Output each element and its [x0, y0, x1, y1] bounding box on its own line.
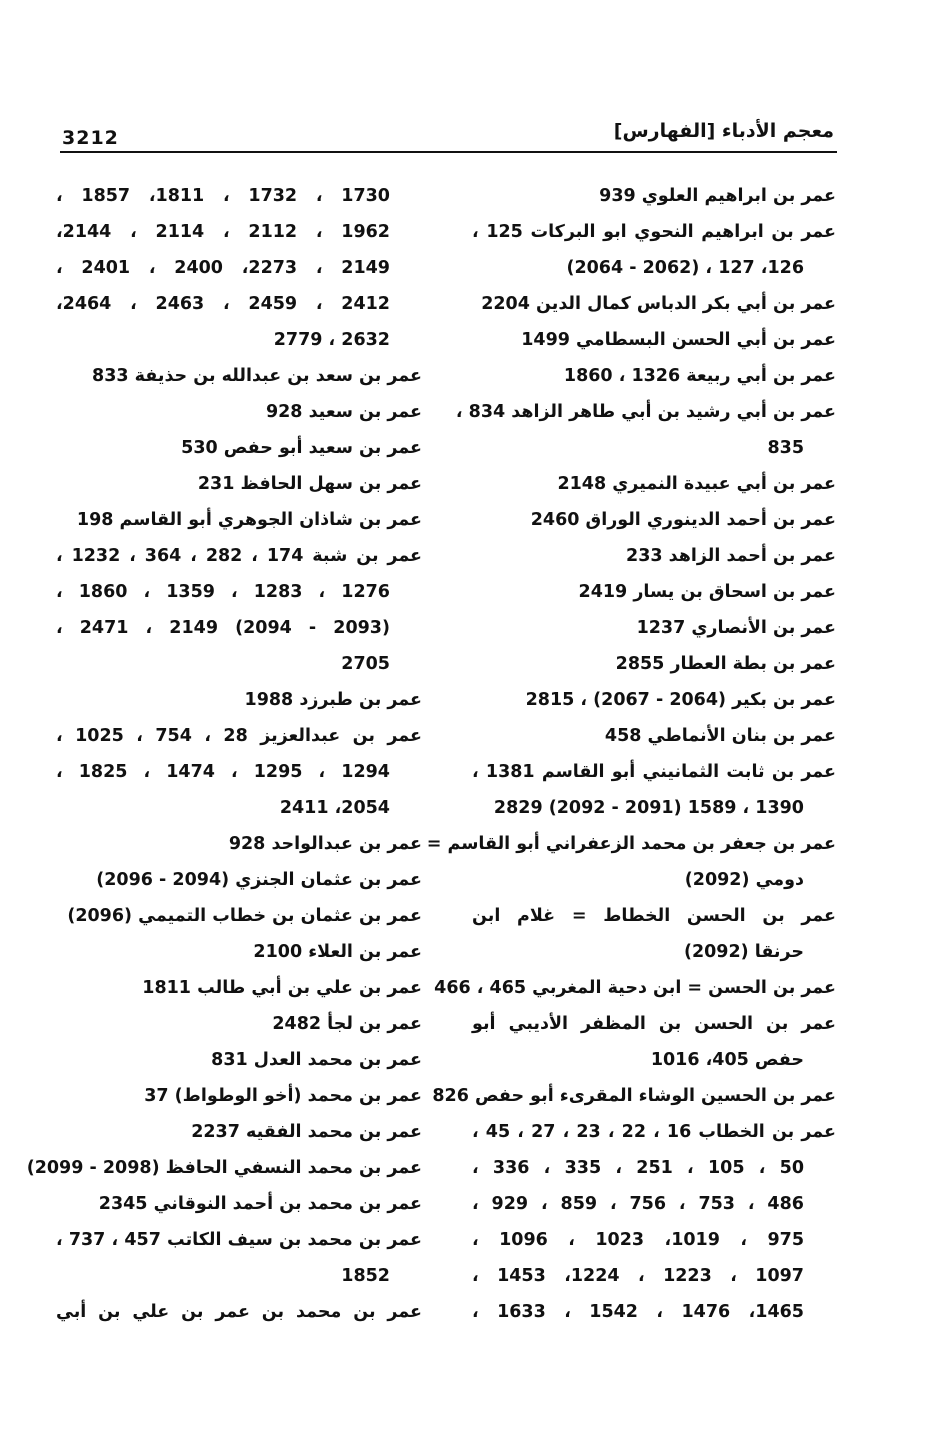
index-entry-line: عمر بن ابراهيم العلوي 939 — [599, 186, 836, 206]
index-entry-line: عمر بن محمد النسفي الحافظ (2098 - 2099) — [26, 1158, 422, 1178]
index-entry-line: 2705 — [341, 654, 390, 674]
index-entry-line: عمر بن أبي بكر الدباس كمال الدين 2204 — [481, 294, 836, 314]
index-entry-line: عمر بن محمد بن سيف الكاتب 457 ، 737 ، — [56, 1230, 422, 1250]
index-entry-line: عمر بن جعفر بن محمد الزعفراني أبو القاسم = — [426, 834, 836, 854]
index-entry-line: عمر بن شبة 174 ، 282 ، 364 ، 1232 ، — [56, 546, 423, 566]
index-entry-line: عمر بن عبدالعزيز 28 ، 754 ، 1025 ، — [56, 726, 422, 746]
index-entry-line: دومي (2092) — [684, 870, 804, 890]
index-entry-line: عمر بن محمد (أخو الوطواط) 37 — [144, 1086, 422, 1106]
index-entry-line: عمر بن أبي عبيدة النميري 2148 — [557, 474, 836, 494]
index-entry-line: 2412 ، 2459 ، 2463 ، 2464، — [56, 294, 390, 314]
index-entry-line: عمر بن الحسين الوشاء المقرىء أبو حفص 826 — [432, 1086, 836, 1106]
index-entry-line: 1962 ، 2112 ، 2114 ، 2144، — [56, 222, 390, 242]
running-header-title: معجم الأدباء [الفهارس] — [613, 120, 834, 142]
index-entry-line: 2632 ، 2779 — [273, 330, 390, 350]
index-entry-line: عمر بن سهل الحافظ 231 — [197, 474, 422, 494]
index-entry-line: 486 ، 753 ، 756 ، 859 ، 929 ، — [472, 1194, 804, 1214]
index-column-right — [426, 178, 836, 1330]
index-entry-line: 1276 ، 1283 ، 1359 ، 1860 ، — [56, 582, 390, 602]
index-entry-line: 1097 ، 1223 ، 1224، 1453 ، — [472, 1266, 804, 1286]
index-entry-line: عمر بن محمد الفقيه 2237 — [191, 1122, 422, 1142]
index-entry-line: 835 — [767, 438, 804, 458]
index-entry-line: 1390 ، 1589 (2091 - 2092) 2829 — [493, 798, 804, 818]
index-entry-line: عمر بن علي بن أبي طالب 1811 — [142, 978, 422, 998]
index-entry-line: عمر بن بنان الأنماطي 458 — [604, 726, 836, 746]
index-entry-line: عمر بن الأنصاري 1237 — [636, 618, 836, 638]
index-entry-line: عمر بن الحسن الخطاط = غلام ابن — [472, 906, 836, 926]
index-entry-line: 126، 127 ، (2062 - 2064) — [566, 258, 804, 278]
index-entry-line: عمر بن الحسن بن المظفر الأديبي أبو — [472, 1014, 836, 1034]
index-entry-line: عمر بن عثمان بن خطاب التميمي (2096) — [67, 906, 422, 926]
index-entry-line: عمر بن عبدالواحد 928 — [228, 834, 422, 854]
index-entry-line: عمر بن سعد بن عبدالله بن حذيفة 833 — [92, 366, 422, 386]
index-entry-line: عمر بن سعيد أبو حفص 530 — [181, 438, 422, 458]
index-entry-line: عمر بن سعيد 928 — [265, 402, 422, 422]
index-entry-line: 1294 ، 1295 ، 1474 ، 1825 ، — [56, 762, 390, 782]
header-rule — [60, 151, 837, 153]
index-entry-line: عمر بن بكير (2064 - 2067) ، 2815 — [525, 690, 836, 710]
index-entry-line: عمر بن الحسن = ابن دحية المغربي 465 ، 466 — [434, 978, 836, 998]
index-entry-line: عمر بن العلاء 2100 — [253, 942, 422, 962]
index-entry-line: عمر بن أبي ربيعة 1326 ، 1860 — [563, 366, 836, 386]
index-entry-line: عمر بن لجأ 2482 — [272, 1014, 422, 1034]
index-entry-line: 1465، 1476 ، 1542 ، 1633 ، — [472, 1302, 804, 1322]
index-entry-line: عمر بن عثمان الجنزي (2094 - 2096) — [96, 870, 422, 890]
index-entry-line: عمر بن ثابت الثمانيني أبو القاسم 1381 ، — [472, 762, 836, 782]
page-number: 3212 — [62, 127, 119, 149]
index-entry-line: عمر بن اسحاق بن يسار 2419 — [578, 582, 836, 602]
index-entry-line: 2054، 2411 — [279, 798, 390, 818]
index-entry-line: 50 ، 105 ، 251 ، 335 ، 336 ، — [472, 1158, 805, 1178]
index-entry-line: 2149 ، 2273، 2400 ، 2401 ، — [56, 258, 390, 278]
index-entry-line: عمر بن بطة العطار 2855 — [615, 654, 836, 674]
index-entry-line: 975 ، 1019، 1023 ، 1096 ، — [472, 1230, 804, 1250]
index-entry-line: حفص 405، 1016 — [650, 1050, 804, 1070]
index-entry-line: عمر بن محمد العدل 831 — [211, 1050, 422, 1070]
index-entry-line: عمر بن ابراهيم النحوي ابو البركات 125 ، — [472, 222, 836, 242]
index-entry-line: عمر بن أبي الحسن البسطامي 1499 — [521, 330, 836, 350]
index-entry-line: عمر بن أحمد الزاهد 233 — [626, 546, 836, 566]
index-entry-line: 1730 ، 1732 ، 1811، 1857 ، — [56, 186, 390, 206]
index-entry-line: عمر بن محمد بن أحمد النوقاني 2345 — [98, 1194, 422, 1214]
index-entry-line: عمر بن أبي رشيد بن أبي طاهر الزاهد 834 ، — [455, 402, 836, 422]
index-entry-line: عمر بن شاذان الجوهري أبو القاسم 198 — [76, 510, 422, 530]
index-entry-line: 1852 — [341, 1266, 390, 1286]
index-entry-line: حرنقا (2092) — [683, 942, 804, 962]
index-entry-line: عمر بن طبرزد 1988 — [244, 690, 422, 710]
index-entry-line: عمر بن أحمد الدينوري الوراق 2460 — [530, 510, 836, 530]
index-entry-line: (2093 - 2094) 2149 ، 2471 ، — [56, 618, 390, 638]
index-entry-line: عمر بن الخطاب 16 ، 22 ، 23 ، 27 ، 45 ، — [472, 1122, 836, 1142]
index-entry-line: عمر بن محمد بن عمر بن علي بن أبي — [56, 1302, 422, 1322]
index-column-left — [26, 178, 423, 1330]
